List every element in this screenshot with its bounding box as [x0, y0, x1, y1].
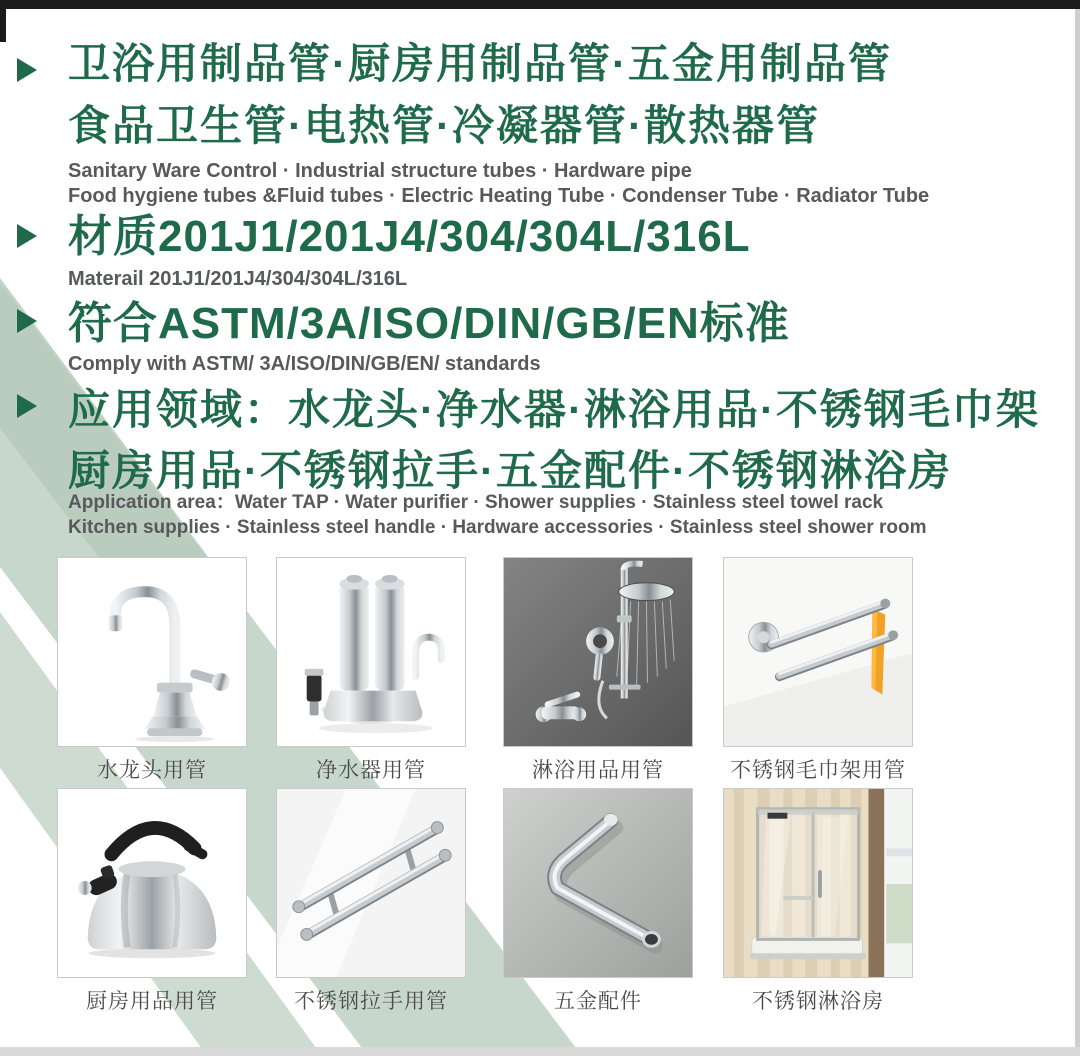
feature2-heading: 材质201J1/201J4/304/304L/316L [68, 212, 751, 261]
product-image [503, 557, 693, 747]
product-card [57, 788, 247, 1015]
feature4-subtext-line2: Kitchen supplies · Stainless steel handle · Hardware accessories · Stainless steel shower room [68, 517, 927, 538]
kettle-image [58, 789, 246, 977]
feature2-subtext: Materail 201J1/201J4/304/304L/316L [68, 268, 408, 290]
product-card [723, 788, 913, 1015]
feature3-heading: 符合ASTM/3A/ISO/DIN/GB/EN标准 [68, 299, 790, 348]
product-image [723, 788, 913, 978]
product-image [276, 788, 466, 978]
bent-tube-image [504, 789, 692, 977]
bullet-triangle-icon [17, 224, 37, 248]
product-image [276, 557, 466, 747]
bullet-triangle-icon [17, 309, 37, 333]
product-image [57, 557, 247, 747]
water-purifier-image [277, 558, 465, 746]
product-card [503, 557, 693, 784]
product-image [503, 788, 693, 978]
feature1-heading-line1: 卫浴用制品管·厨房用制品管·五金用制品管 [68, 40, 892, 87]
towel-rack-image [724, 558, 912, 746]
product-caption: 五金配件 [554, 990, 642, 1013]
product-card [723, 557, 913, 784]
product-card [503, 788, 693, 1015]
feature1-subtext-line1: Sanitary Ware Control · Industrial structure tubes · Hardware pipe [68, 160, 692, 182]
shower-room-image [724, 789, 912, 977]
product-caption: 不锈钢拉手用管 [294, 990, 448, 1013]
shower-set-image [504, 558, 692, 746]
bullet-triangle-icon [17, 394, 37, 418]
product-caption: 厨房用品用管 [86, 990, 218, 1013]
feature1-heading-line2: 食品卫生管·电热管·冷凝器管·散热器管 [68, 102, 820, 149]
feature4-subtext-line1: Application area：Water TAP · Water purifier · Shower supplies · Stainless steel towel rack [68, 492, 884, 513]
product-caption: 净水器用管 [316, 759, 426, 782]
product-image [723, 557, 913, 747]
feature1-subtext-line2: Food hygiene tubes &Fluid tubes · Electric Heating Tube · Condenser Tube · Radiator Tube [68, 185, 930, 207]
product-card [276, 788, 466, 1015]
product-caption: 淋浴用品用管 [532, 759, 664, 782]
feature3-subtext: Comply with ASTM/ 3A/ISO/DIN/GB/EN/ standards [68, 353, 541, 375]
bullet-triangle-icon [17, 58, 37, 82]
product-card [57, 557, 247, 784]
product-caption: 不锈钢毛巾架用管 [730, 759, 906, 782]
feature4-heading-line2: 厨房用品·不锈钢拉手·五金配件·不锈钢淋浴房 [68, 447, 952, 494]
product-image [57, 788, 247, 978]
feature4-heading-line1: 应用领域：水龙头·净水器·淋浴用品·不锈钢毛巾架 [68, 386, 1040, 433]
door-handle-image [277, 789, 465, 977]
product-caption: 不锈钢淋浴房 [752, 990, 884, 1013]
product-caption: 水龙头用管 [97, 759, 207, 782]
faucet-image [58, 558, 246, 746]
product-card [276, 557, 466, 784]
